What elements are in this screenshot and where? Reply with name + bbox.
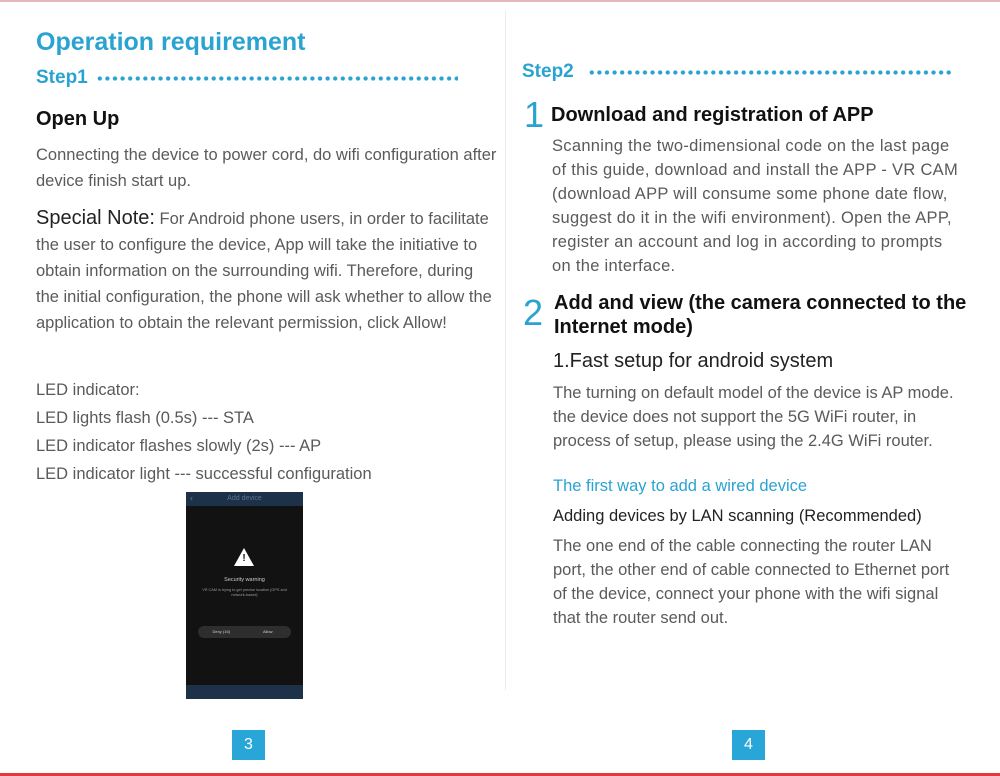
led-line: LED indicator: — [36, 381, 140, 399]
led-indicator-list — [36, 376, 372, 488]
item2-heading-line: Add and view (the camera connected to the — [554, 292, 967, 314]
deny-button: Deny (16) — [212, 629, 231, 634]
intro-text: Connecting the device to power cord, do wifi configuration after device finish start up. — [36, 146, 497, 190]
led-line: LED indicator flashes slowly (2s) --- AP — [36, 437, 322, 455]
step1-dots — [96, 76, 458, 81]
warning-title: Security warning — [224, 577, 265, 583]
fast-setup-subheading: 1.Fast setup for android system — [553, 350, 834, 372]
setup-line: process of setup, please using the 2.4G WiFi router. — [553, 432, 933, 450]
led-line: LED lights flash (0.5s) --- STA — [36, 409, 254, 427]
item1-paragraph — [552, 134, 996, 278]
phone-screenshot — [186, 492, 303, 699]
step2-dots — [588, 70, 954, 75]
setup-paragraph — [553, 381, 993, 453]
permission-buttons — [198, 626, 291, 638]
wired-line: The one end of the cable connecting the router LAN — [553, 537, 932, 555]
page-number-right: 4 — [732, 730, 765, 760]
item1-line: register an account and log in according to prompts — [552, 233, 943, 251]
item2-heading — [554, 291, 966, 339]
wired-line: of the device, connect your phone with the wifi signal — [553, 585, 939, 603]
item1-line: Scanning the two-dimensional code on the last page — [552, 137, 950, 155]
open-up-heading: Open Up — [36, 108, 120, 130]
item1-line: (download APP will consume some phone date flow, — [552, 185, 948, 203]
item1-line: on the interface. — [552, 257, 676, 275]
led-line: LED indicator light --- successful configuration — [36, 465, 372, 483]
warning-exclamation: ! — [242, 553, 246, 564]
special-note — [36, 205, 498, 336]
allow-button: Allow — [262, 629, 273, 634]
page-number-left: 3 — [232, 730, 265, 760]
item2-heading-line: Internet mode) — [554, 316, 693, 338]
phone-screen-title: Add device — [227, 495, 262, 502]
page-divider — [505, 10, 506, 690]
item1-line: of this guide, download and install the APP - VR CAM — [552, 161, 959, 179]
top-edge — [0, 0, 1000, 2]
wired-device-title: The first way to add a wired device — [553, 477, 808, 495]
item1-line: suggest do it in the wifi environment). Open the APP, — [552, 209, 952, 227]
step2-label: Step2 — [522, 61, 574, 82]
wired-paragraph — [553, 534, 993, 630]
phone-bottom-bar — [186, 685, 303, 699]
setup-line: The turning on default model of the device is AP mode. — [553, 384, 954, 402]
special-note-body: For Android phone users, in order to facilitate the user to configure the device, App will take the initiative to obtain information on the surrounding wifi. Therefore, during the initial configuration, the phone will ask whether to allow the application to obtain the relevant permission, click Allow! — [36, 210, 492, 332]
item2-number: 2 — [523, 292, 544, 333]
step1-label: Step1 — [36, 67, 88, 88]
step2-header — [522, 61, 954, 83]
item1-number: 1 — [524, 94, 545, 135]
warning-text: VR CAM is trying to get precise location (GPS and network-based) — [202, 588, 287, 597]
wired-line: port, the other end of cable connected to Ethernet port — [553, 561, 950, 579]
lan-scanning-subtitle: Adding devices by LAN scanning (Recommended) — [553, 507, 922, 525]
step1-header — [36, 67, 458, 89]
page-title: Operation requirement — [36, 28, 306, 56]
setup-line: the device does not support the 5G WiFi router, in — [553, 408, 917, 426]
special-note-lead: Special Note: — [36, 207, 155, 229]
intro-paragraph — [36, 142, 498, 194]
item1-heading: Download and registration of APP — [551, 104, 874, 126]
wired-line: that the router send out. — [553, 609, 729, 627]
back-arrow-icon: ‹ — [190, 493, 193, 503]
